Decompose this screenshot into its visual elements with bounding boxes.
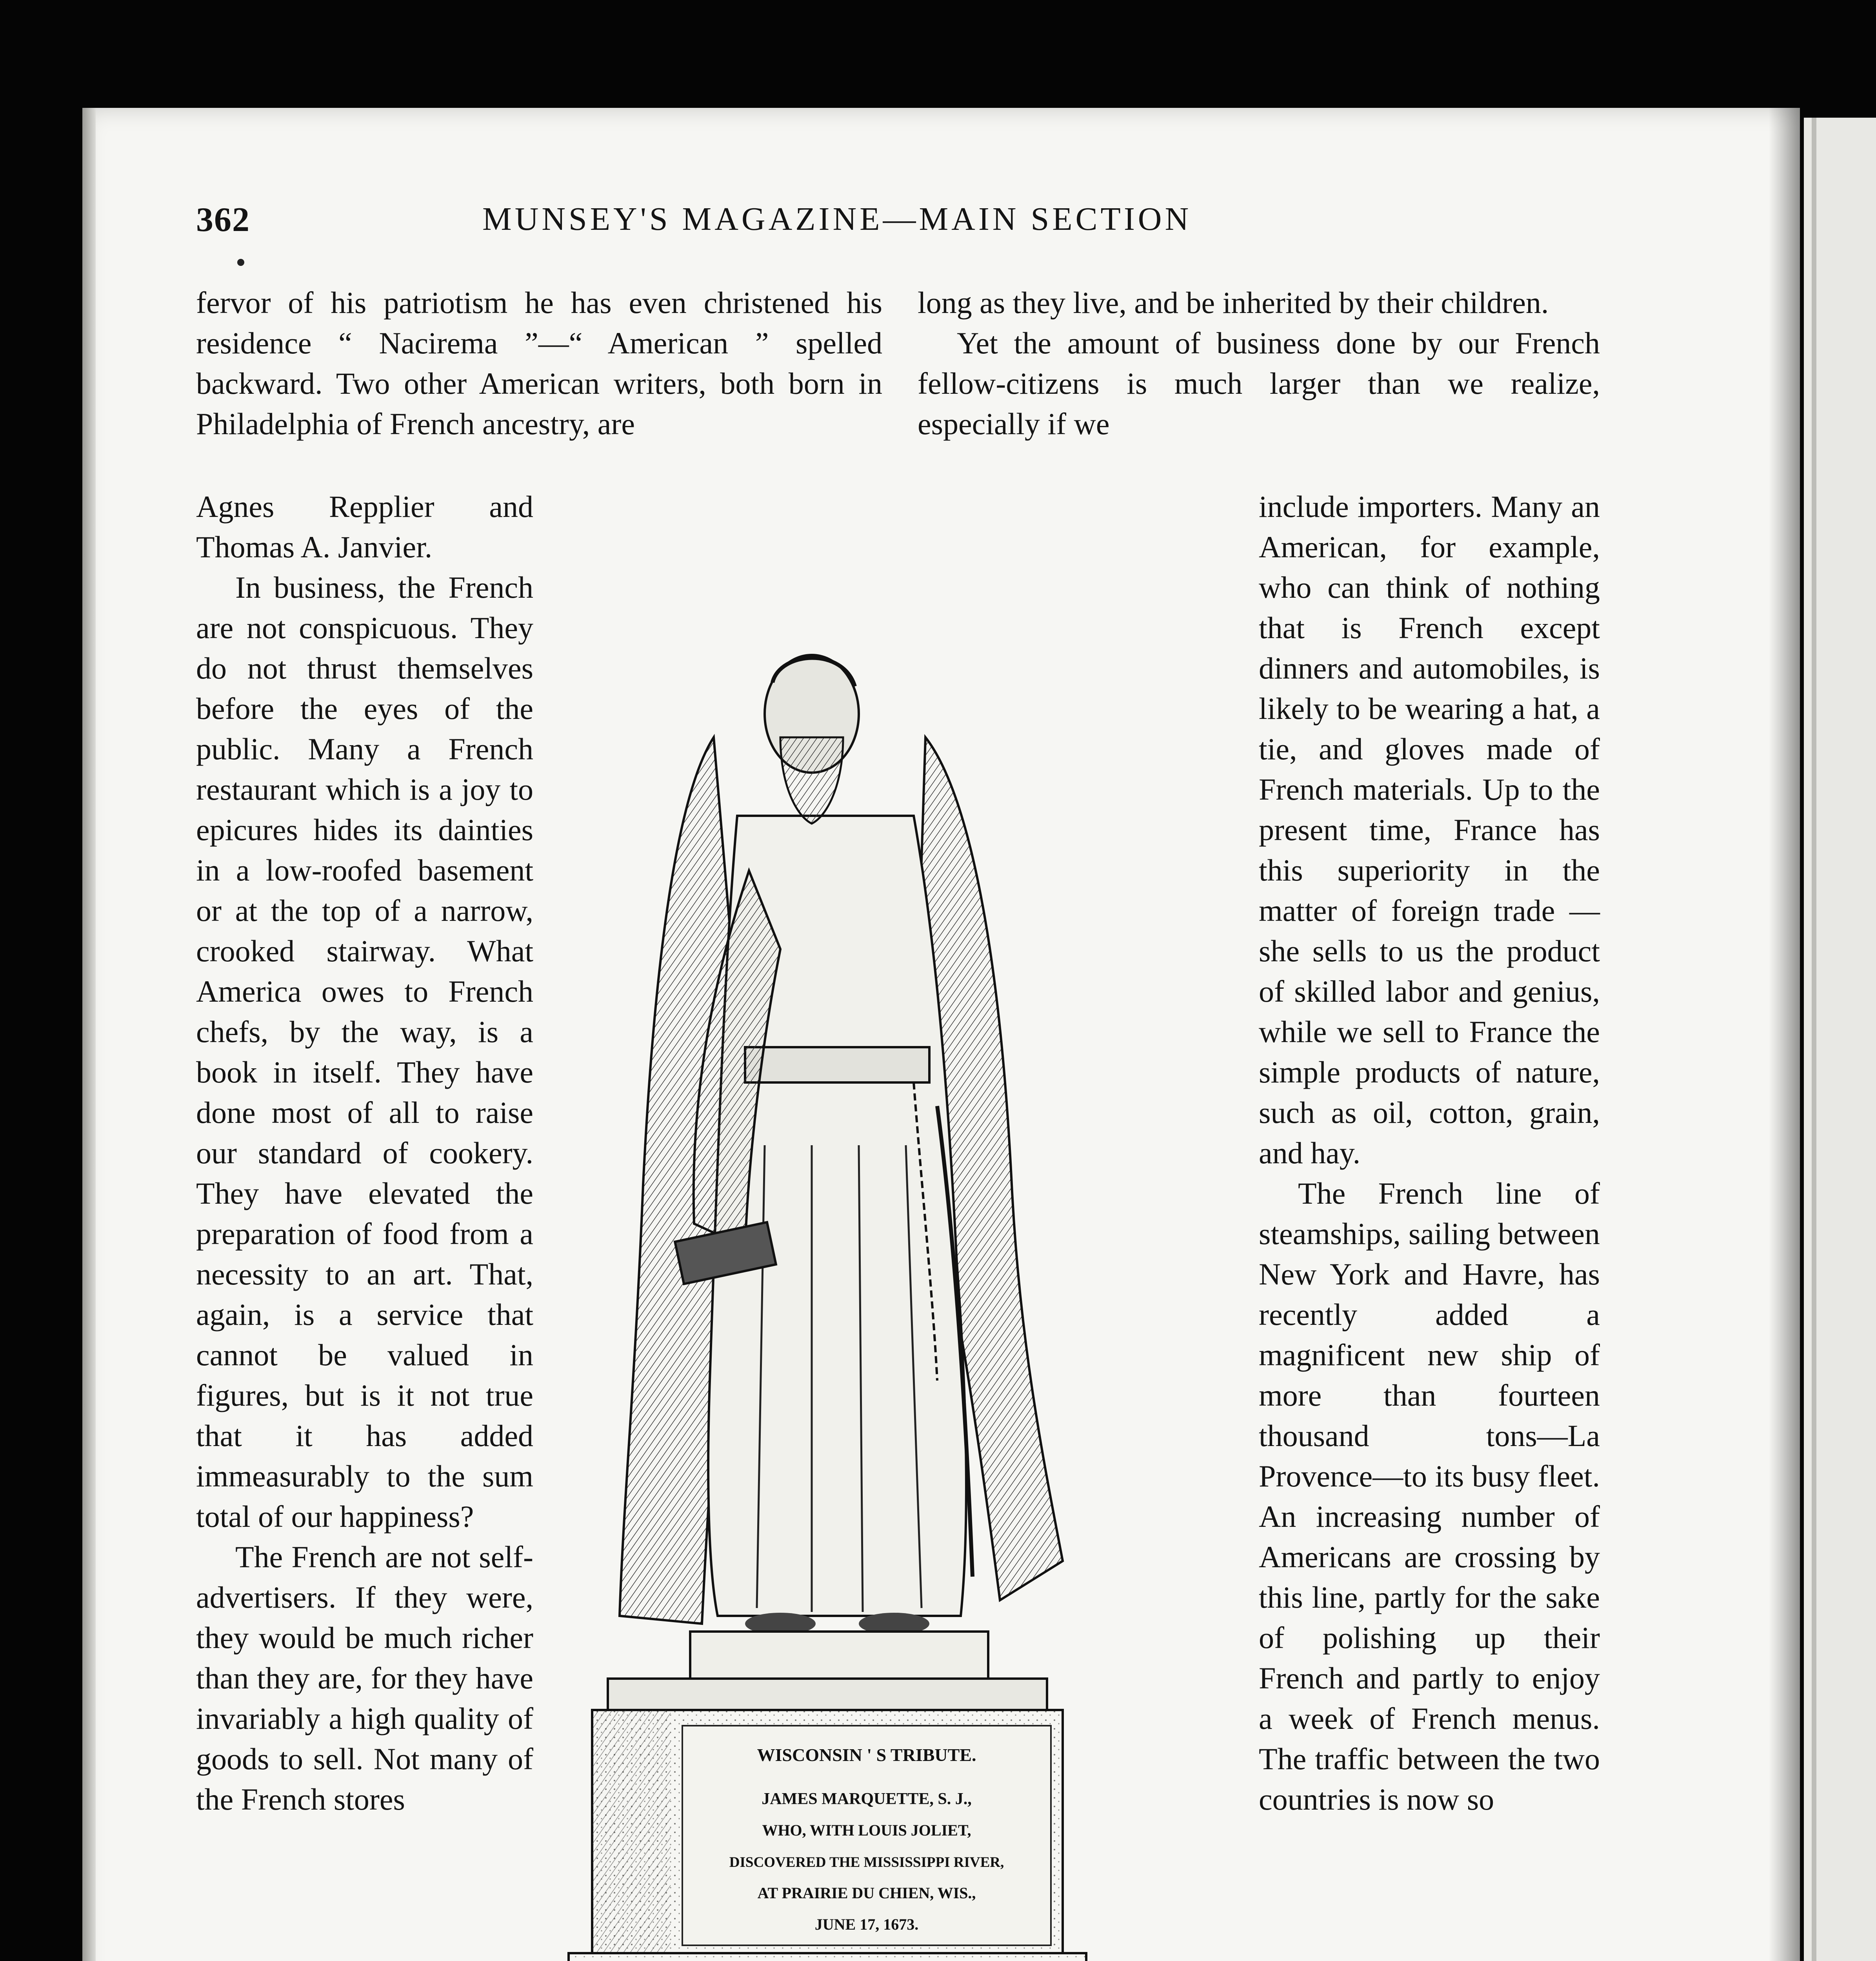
inscription-line: JAMES MARQUETTE, S. J., [762,1790,972,1808]
inscription-line: JUNE 17, 1673. [814,1916,919,1933]
pedestal-base [569,1953,1086,1961]
paragraph: fervor of his patriotism he has even christened his residence “ Nacirema ”—“ American ” spelled backward. Two other American writers, both born in Philadelphia of French ancestry, are [196,286,882,441]
paragraph: Yet the amount of business done by our French fellow-citizens is much larger than we realize, especially if we [918,326,1600,441]
left-column-wrap [196,486,533,1819]
inscription-line: WISCONSIN ' S TRIBUTE. [757,1745,976,1765]
inscription-line: WHO, WITH LOUIS JOLIET, [762,1821,971,1839]
paragraph: Agnes Repplier and Thomas A. Janvier. [196,489,533,564]
left-column-top [196,282,882,444]
paragraph: The French line of steamships, sailing between New York and Havre, has recently added a magnificent new ship of more than fourteen thousand tons—La Provence—to its busy fleet. An increasing number of Americans are crossing by this line, partly for the sake of polishing up their French and partly to enjoy a week of French menus. The traffic between the two countries is now so [1259,1176,1600,1816]
page-number: 362 [196,201,250,239]
running-title: MUNSEY'S MAGAZINE—MAIN SECTION [482,201,1192,237]
statue-beard [780,737,843,824]
page-gutter-shadow [1769,108,1800,1961]
next-page-edge [1804,118,1876,1961]
binding-edge [82,108,96,1961]
statue-plinth [690,1632,988,1679]
running-head [196,200,1325,251]
paragraph: The French are not self-advertisers. If they were, they would be much richer than they are, for they have invariably a high quality of goods to sell. Not many of the French stores [196,1540,533,1816]
right-column-wrap [1259,486,1600,1819]
print-speck [237,259,244,266]
inscription-line: DISCOVERED THE MISSISSIPPI RIVER, [729,1854,1004,1870]
paragraph: include importers. Many an American, for example, who can think of nothing that is French except dinners and automobiles, is likely to be wearing a hat, a tie, and gloves made of French materials. Up to the present time, France has this superiority in the matter of foreign trade — she sells to us the product of skilled labor and genius, while we sell to France the simple products of nature, such as oil, cotton, grain, and hay. [1259,489,1600,1170]
paragraph: In business, the French are not conspicuous. They do not thrust themselves before the eyes of the public. Many a French restaurant which is a joy to epicures hides its dainties in a low-roofed basement or at the top of a narrow, crooked stairway. What America owes to French chefs, by the way, is a book in itself. They have done most of all to raise our standard of cookery. They have elevated the preparation of food from a necessity to an art. That, again, is a service that cannot be valued in figures, but is it not true that it has added immeasurably to the sum total of our happiness? [196,570,533,1534]
paragraph: long as they live, and be inherited by their children. [918,286,1549,320]
inscription-line: AT PRAIRIE DU CHIEN, WIS., [757,1884,976,1902]
right-column-top [918,282,1600,444]
statue-drawing [561,596,1204,1961]
statue-sash [745,1047,929,1082]
statue-illustration [561,596,1204,1961]
